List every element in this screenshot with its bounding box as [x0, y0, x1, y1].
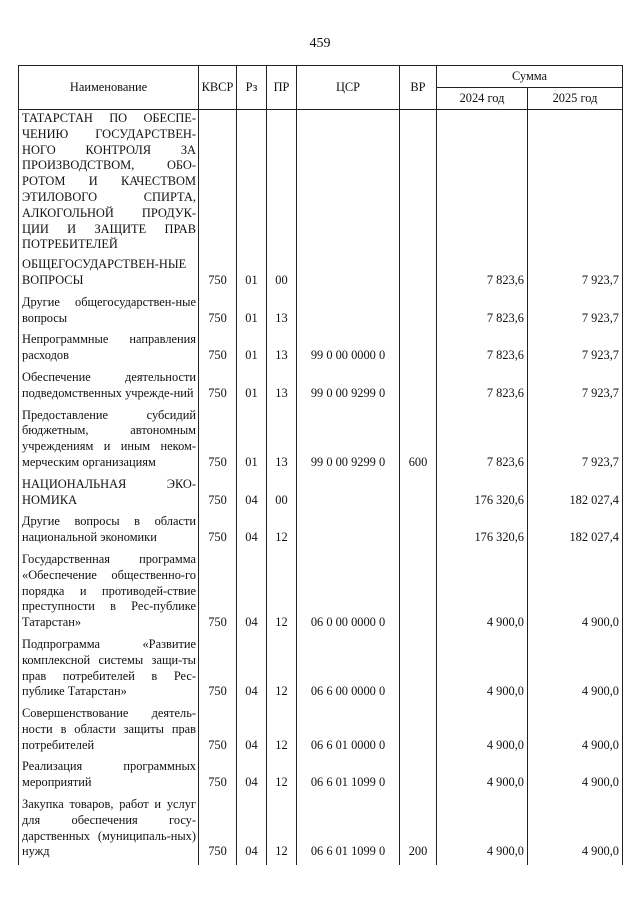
cell-amount-2024: 7 823,6 — [437, 256, 528, 294]
table-row — [19, 294, 623, 332]
table-row — [19, 705, 623, 758]
cell-rz: 04 — [237, 758, 267, 796]
cell-csr — [297, 110, 400, 257]
cell-csr — [297, 513, 400, 551]
cell-kvsr: 750 — [199, 796, 237, 865]
cell-kvsr: 750 — [199, 256, 237, 294]
cell-name: Реализация программных мероприятий — [19, 758, 199, 796]
cell-csr: 06 6 01 0000 0 — [297, 705, 400, 758]
cell-name: ОБЩЕГОСУДАРСТВЕН-НЫЕ ВОПРОСЫ — [19, 256, 199, 294]
table-row — [19, 331, 623, 369]
header-kvsr: КВСР — [199, 66, 237, 110]
cell-pr: 12 — [267, 636, 297, 705]
table-row — [19, 513, 623, 551]
cell-vr — [400, 513, 437, 551]
budget-table — [18, 65, 623, 865]
cell-csr: 06 6 00 0000 0 — [297, 636, 400, 705]
cell-rz: 01 — [237, 331, 267, 369]
cell-csr: 06 0 00 0000 0 — [297, 551, 400, 636]
cell-rz: 01 — [237, 256, 267, 294]
cell-csr: 99 0 00 0000 0 — [297, 331, 400, 369]
cell-rz: 04 — [237, 705, 267, 758]
cell-rz: 01 — [237, 407, 267, 476]
cell-amount-2024: 4 900,0 — [437, 758, 528, 796]
cell-kvsr: 750 — [199, 331, 237, 369]
cell-vr: 200 — [400, 796, 437, 865]
cell-pr: 12 — [267, 796, 297, 865]
cell-kvsr: 750 — [199, 513, 237, 551]
header-sum: Сумма — [437, 66, 623, 88]
cell-kvsr: 750 — [199, 636, 237, 705]
cell-pr: 13 — [267, 331, 297, 369]
header-rz: Рз — [237, 66, 267, 110]
cell-csr — [297, 256, 400, 294]
cell-kvsr: 750 — [199, 551, 237, 636]
cell-name: Непрограммные направления расходов — [19, 331, 199, 369]
cell-amount-2024: 4 900,0 — [437, 796, 528, 865]
table-header — [19, 66, 623, 110]
cell-vr — [400, 551, 437, 636]
cell-amount-2025 — [528, 110, 623, 257]
cell-pr: 12 — [267, 705, 297, 758]
cell-kvsr: 750 — [199, 758, 237, 796]
cell-rz — [237, 110, 267, 257]
cell-pr: 12 — [267, 758, 297, 796]
cell-name: ТАТАРСТАН ПО ОБЕСПЕ-ЧЕНИЮ ГОСУДАРСТВЕН-НОГО КОНТРОЛЯ ЗА ПРОИЗВОДСТВОМ, ОБО-РОТОМ И КАЧЕСТВОМ ЭТИЛОВОГО СПИРТА, АЛКОГОЛЬНОЙ ПРОДУК-ЦИИ И ЗАЩИТЕ ПРАВ ПОТРЕБИТЕЛЕЙ — [19, 110, 199, 257]
header-name: Наименование — [19, 66, 199, 110]
table-row — [19, 256, 623, 294]
table-row — [19, 407, 623, 476]
cell-amount-2025: 4 900,0 — [528, 705, 623, 758]
cell-amount-2024: 4 900,0 — [437, 551, 528, 636]
cell-name: Совершенствование деятель-ности в области защиты прав потребителей — [19, 705, 199, 758]
cell-rz: 04 — [237, 476, 267, 514]
cell-rz: 04 — [237, 551, 267, 636]
cell-amount-2025: 182 027,4 — [528, 476, 623, 514]
table-row — [19, 551, 623, 636]
cell-vr — [400, 705, 437, 758]
cell-name: Закупка товаров, работ и услуг для обеспечения госу-дарственных (муниципаль-ных) нужд — [19, 796, 199, 865]
cell-pr — [267, 110, 297, 257]
cell-name: Обеспечение деятельности подведомственных учрежде-ний — [19, 369, 199, 407]
cell-kvsr: 750 — [199, 476, 237, 514]
cell-amount-2024 — [437, 110, 528, 257]
cell-rz: 04 — [237, 513, 267, 551]
cell-vr — [400, 110, 437, 257]
cell-amount-2025: 7 923,7 — [528, 294, 623, 332]
table-row — [19, 758, 623, 796]
cell-amount-2024: 7 823,6 — [437, 294, 528, 332]
cell-name: Предоставление субсидий бюджетным, автономным учреждениям и иным неком-мерческим организациям — [19, 407, 199, 476]
cell-amount-2024: 176 320,6 — [437, 476, 528, 514]
cell-kvsr: 750 — [199, 294, 237, 332]
cell-amount-2025: 7 923,7 — [528, 369, 623, 407]
cell-vr — [400, 331, 437, 369]
cell-amount-2025: 4 900,0 — [528, 758, 623, 796]
table-row — [19, 476, 623, 514]
cell-amount-2025: 7 923,7 — [528, 331, 623, 369]
cell-vr — [400, 758, 437, 796]
cell-amount-2024: 4 900,0 — [437, 636, 528, 705]
cell-pr: 00 — [267, 256, 297, 294]
page-number: 459 — [309, 36, 331, 51]
header-csr: ЦСР — [297, 66, 400, 110]
cell-name: Другие общегосударствен-ные вопросы — [19, 294, 199, 332]
cell-pr: 13 — [267, 407, 297, 476]
cell-amount-2024: 176 320,6 — [437, 513, 528, 551]
cell-csr: 99 0 00 9299 0 — [297, 369, 400, 407]
cell-csr — [297, 294, 400, 332]
cell-amount-2025: 4 900,0 — [528, 551, 623, 636]
cell-amount-2025: 4 900,0 — [528, 796, 623, 865]
cell-amount-2025: 7 923,7 — [528, 407, 623, 476]
cell-name: Подпрограмма «Развитие комплексной системы защи-ты прав потребителей в Рес-публике Татарстан» — [19, 636, 199, 705]
cell-vr — [400, 476, 437, 514]
cell-name: Государственная программа «Обеспечение общественно-го порядка и противодей-ствие преступности в Рес-публике Татарстан» — [19, 551, 199, 636]
header-year-2024: 2024 год — [437, 88, 528, 110]
cell-name: Другие вопросы в области национальной экономики — [19, 513, 199, 551]
cell-rz: 04 — [237, 796, 267, 865]
cell-vr — [400, 636, 437, 705]
cell-csr: 06 6 01 1099 0 — [297, 796, 400, 865]
table-row — [19, 110, 623, 257]
cell-rz: 01 — [237, 369, 267, 407]
cell-amount-2024: 7 823,6 — [437, 407, 528, 476]
cell-rz: 01 — [237, 294, 267, 332]
cell-vr: 600 — [400, 407, 437, 476]
cell-pr: 00 — [267, 476, 297, 514]
cell-pr: 13 — [267, 369, 297, 407]
cell-kvsr — [199, 110, 237, 257]
cell-vr — [400, 256, 437, 294]
table-body — [19, 110, 623, 866]
cell-csr: 99 0 00 9299 0 — [297, 407, 400, 476]
cell-vr — [400, 294, 437, 332]
table-row — [19, 636, 623, 705]
cell-rz: 04 — [237, 636, 267, 705]
cell-pr: 12 — [267, 513, 297, 551]
table-row — [19, 796, 623, 865]
cell-vr — [400, 369, 437, 407]
cell-amount-2024: 7 823,6 — [437, 369, 528, 407]
header-year-2025: 2025 год — [528, 88, 623, 110]
table-row — [19, 369, 623, 407]
header-vr: ВР — [400, 66, 437, 110]
cell-amount-2025: 7 923,7 — [528, 256, 623, 294]
cell-pr: 12 — [267, 551, 297, 636]
cell-csr: 06 6 01 1099 0 — [297, 758, 400, 796]
header-pr: ПР — [267, 66, 297, 110]
cell-amount-2025: 182 027,4 — [528, 513, 623, 551]
cell-kvsr: 750 — [199, 407, 237, 476]
cell-kvsr: 750 — [199, 369, 237, 407]
cell-csr — [297, 476, 400, 514]
cell-name: НАЦИОНАЛЬНАЯ ЭКО-НОМИКА — [19, 476, 199, 514]
cell-pr: 13 — [267, 294, 297, 332]
cell-kvsr: 750 — [199, 705, 237, 758]
cell-amount-2024: 7 823,6 — [437, 331, 528, 369]
cell-amount-2025: 4 900,0 — [528, 636, 623, 705]
cell-amount-2024: 4 900,0 — [437, 705, 528, 758]
